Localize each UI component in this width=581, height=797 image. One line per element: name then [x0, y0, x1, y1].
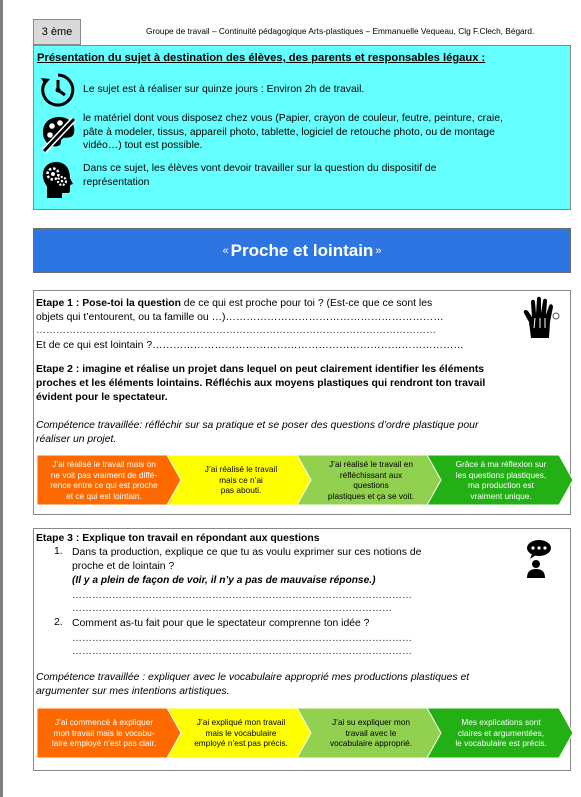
topic-line-1: Dans ce sujet, les élèves vont devoir travailler sur la question du dispositif de [83, 163, 437, 174]
presentation-topic-text [83, 162, 436, 189]
scale-level-label-line: travail avec le [345, 727, 397, 738]
step2-line-1: Etape 2 : imagine et réalise un projet dans lequel on peut clairement identifier les éléments [36, 364, 485, 375]
scale-level-label [183, 708, 299, 758]
question-1-number: 1. [54, 546, 63, 557]
scale-level-label-line: ne voit pas vraiment de diffé- [50, 469, 158, 480]
scale-level-label-line: laire employé n’est pas clair. [51, 738, 157, 749]
scale-level-label-line: J’ai réalisé le travail mais on [52, 459, 156, 469]
scale-level-label-line: claires et argumentées, [457, 727, 545, 738]
step-3-box [33, 528, 571, 771]
question-1-dots-2: …………………………………………………………………………………… [72, 603, 392, 614]
scale-level-label [39, 455, 169, 505]
step1-question: de ce qui est proche pour toi ? (Est-ce que ce sont les [180, 298, 433, 309]
scale-level-label-line: employé n’est pas précis. [194, 738, 288, 749]
step1-far-question: Et de ce qui est lointain ?……………………………………………………………………………… [36, 340, 464, 351]
speech-bubble-person-icon [522, 539, 556, 579]
presentation-duration-text: Le sujet est à réaliser sur quinze jours : Environ 2h de travail. [83, 84, 365, 95]
scale-level-label [313, 455, 429, 505]
scale-level-label-line: le vocabulaire est précis. [455, 738, 547, 749]
question-2-number: 2. [54, 617, 63, 628]
presentation-item-materials [34, 111, 564, 156]
scale-level-label [443, 455, 559, 505]
scale-level-label-line: plastiques et ça se voit. [327, 490, 415, 501]
scale-level-label-line: les questions plastiques, [455, 469, 547, 480]
assessment-scale-2 [34, 708, 572, 758]
assessment-scale-1 [34, 455, 572, 505]
presentation-box [33, 45, 571, 210]
scale-level-label-line: et ce qui est lointain. [66, 490, 142, 501]
step1-answer-dots: ………………………………………………………………………………………………………… [36, 325, 436, 336]
question-1-dots-1: ………………………………………………………………………………………… [72, 590, 412, 601]
scale-level-label-line: Grâce à ma réflexion sur [455, 459, 547, 469]
subject-title: Proche et lointain [230, 240, 374, 260]
steps-1-2-box [33, 290, 571, 515]
scale-level-1 [37, 455, 183, 505]
topic-line-2: représentation [83, 176, 150, 188]
scale-level-3 [297, 455, 443, 505]
question-2-dots-1: ………………………………………………………………………………………… [72, 633, 412, 644]
presentation-item-topic [34, 158, 564, 203]
scale-level-label-line: questions [353, 480, 389, 490]
scale-level-4 [427, 708, 573, 758]
scale-level-label-line: vocabulaire approprié. [329, 738, 413, 749]
scale-level-label-line: pas abouti. [220, 485, 262, 496]
presentation-materials-text [83, 112, 503, 153]
scale-level-label-line: rence entre ce qui est proche [50, 480, 158, 490]
level-badge: 3 ème [33, 19, 81, 45]
question-2-dots-2: ………………………………………………………………………………………… [72, 646, 412, 657]
scale-level-label-line: J’ai réalisé le travail [204, 464, 278, 475]
scale-level-label-line: ma production est [468, 480, 534, 490]
head-gears-icon [40, 160, 78, 200]
scale-level-label-line: J’ai commencé à expliquer [54, 717, 154, 728]
scale-level-label-line: réfléchissant aux [339, 469, 403, 480]
materials-line-3: vidéo…) tout est possible. [83, 140, 203, 151]
scale-level-label-line: Mes explications sont [461, 717, 541, 728]
step2-line-3: évident pour le spectateur. [36, 392, 168, 403]
title-banner [33, 228, 571, 273]
open-quote: « [222, 244, 229, 257]
materials-line-1: le matériel dont vous disposez chez vous (Papier, crayon de couleur, feutre, peinture, craie, [83, 113, 503, 124]
step1-line-2: objets qui t’entourent, ou ta famille ou …)……………………………………………………… [36, 312, 444, 323]
question-1-hint: (Il y a plein de façon de voir, il n’y a pas de mauvaise réponse.) [72, 575, 376, 586]
scale-level-label-line: mais le vocabulaire [205, 727, 277, 738]
scale-level-label [313, 708, 429, 758]
step3-label: Etape 3 : Explique ton travail en répondant aux questions [36, 533, 320, 544]
scale-level-label-line: mais ce n’ai [219, 474, 263, 485]
step3-competence-line-2: argumenter sur mes intentions artistiques. [36, 686, 230, 697]
scale-level-label [39, 708, 169, 758]
scale-level-label-line: vraiment unique. [470, 490, 532, 501]
scale-level-label-line: J’ai réalisé le travail en [329, 459, 413, 469]
scale-level-2 [167, 708, 313, 758]
scale-level-4 [427, 455, 573, 505]
scale-level-1 [37, 708, 183, 758]
scale-level-label-line: J’ai su expliquer mon [332, 717, 410, 728]
step3-competence-line-1: Compétence travaillée : expliquer avec le vocabulaire approprié mes productions plastiques et [36, 672, 470, 683]
step2-competence-line-1: Compétence travaillée: réfléchir sur sa pratique et se poser des questions d’ordre plastique pour [36, 420, 479, 431]
scale-level-2 [167, 455, 313, 505]
step2-line-2: proches et les éléments lointains. Réfléchis aux moyens plastiques qui rendront ton travail [36, 378, 486, 389]
step1-label: Etape 1 : Pose-toi la question [36, 298, 181, 309]
question-1-line-1: Dans ta production, explique ce que tu as voulu exprimer sur ces notions de [72, 547, 422, 558]
palette-brush-icon [40, 113, 78, 153]
clock-icon [40, 72, 76, 108]
page-left-rule [0, 0, 3, 797]
raised-hand-icon [521, 296, 563, 340]
question-1-line-2: proche et de lointain ? [72, 561, 175, 572]
presentation-item-duration [34, 70, 564, 110]
close-quote: » [375, 244, 382, 257]
scale-level-label [183, 455, 299, 505]
header-credits: Groupe de travail – Continuité pédagogique Arts-plastiques – Emmanuelle Vequeau, Clg F.Clech, Bégard. [146, 26, 535, 36]
step2-competence-line-2: réaliser un projet. [36, 434, 117, 445]
materials-line-2: pâte à modeler, tissus, appareil photo, tablette, logiciel de retouche photo, ou de montage [83, 126, 495, 138]
scale-level-label-line: mon travail mais le vocabu- [53, 727, 155, 738]
question-2-text: Comment as-tu fait pour que le spectateur comprenne ton idée ? [72, 618, 370, 629]
presentation-title: Présentation du sujet à destination des élèves, des parents et responsables légaux : [37, 52, 486, 64]
scale-level-3 [297, 708, 443, 758]
scale-level-label [443, 708, 559, 758]
step1-line-1 [36, 297, 432, 310]
scale-level-label-line: J’ai expliqué mon travail [196, 717, 286, 728]
